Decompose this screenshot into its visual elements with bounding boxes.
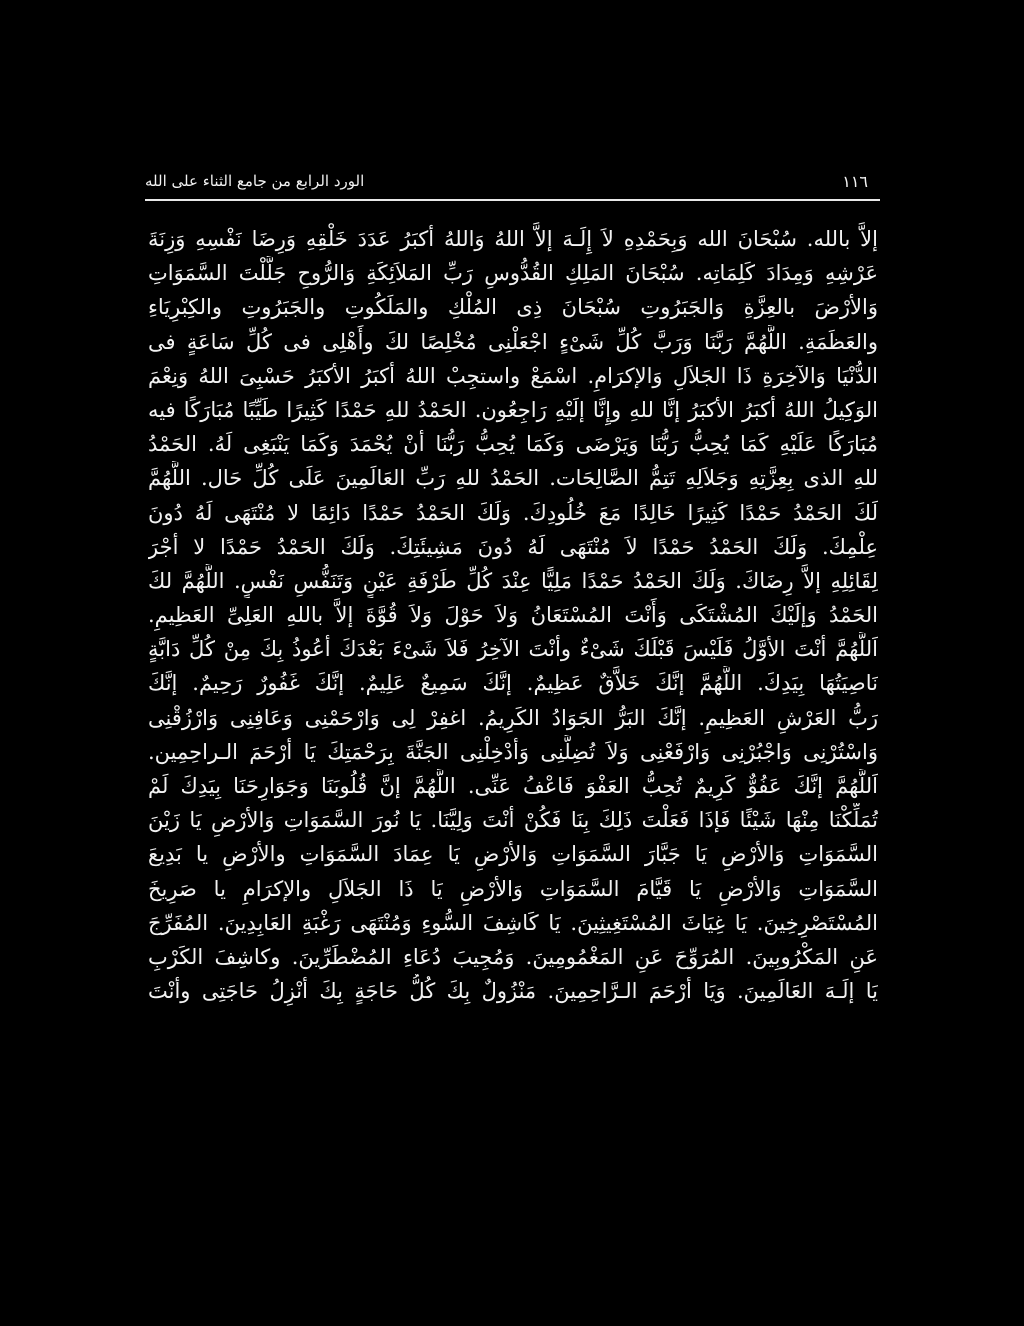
text-line: وَاسْتُرْنِى وَاجْبُرْنِى وَارْفَعْنِى وَلاَ تُضِلَّنِى وَأدْخِلْنِى الجَنَّةَ بِرَحْمَتِكَ يَا أرْحَمَ الـراحِمِين. (148, 739, 878, 764)
text-line: الحَمْدُ وَإلَيْكَ المُشْتَكَى وَأَنْتَ المُسْتَعَانُ وَلاَ حَوْلَ وَلاَ قُوَّةَ إلاَّ باللهِ العَلِىِّ العَظِيمِ. (148, 603, 878, 628)
text-line: اَللَّهُمَّ أنْتَ الأوَّلُ فَلَيْسَ قَبْلَكَ شَىْءٌ وأنْتَ الآخِرُ فَلاَ شَىْءَ بَعْدَكَ أعُوذُ بِكَ مِنْ كُلِّ دَابَّةٍ (148, 637, 878, 662)
text-line: الدُّنْيَا وَالآخِرَةِ ذَا الجَلاَلِ وَالإكرَامِ. اسْمَعْ واستجِبْ اللهُ أكبَرُ الأكبَرُ حَسْبِىَ اللهُ وَنِعْمَ (148, 363, 878, 388)
body-text (148, 222, 878, 1222)
text-line: المُسْتَصْرِخِينَ. يَا غِيَاثَ المُسْتَغِيثِينَ. يَا كَاشِفَ السُّوءِ وَمُنْتَهَى رَغْبَةِ العَابِدِينَ. المُفَرِّجَ (148, 910, 878, 935)
text-line: السَّمَوَاتِ وَالأرْضِ يَا جَبَّارَ السَّمَوَاتِ وَالأرْضِ يَا عِمَادَ السَّمَوَاتِ والأرْضِ يا بَدِيعَ (148, 842, 878, 867)
text-line: للهِ الذى بِعِزَّتِهِ وَجَلاَلِهِ تَتِمُّ الصَّالِحَات. الحَمْدُ للهِ رَبِّ العَالَمِينَ عَلَى كُلِّ حَال. اللَّهُمَّ (148, 466, 878, 491)
text-line: لَكَ الحَمْدُ حَمْدًا كَثِيرًا خَالِدًا مَعَ خُلُودِكَ. وَلَكَ الحَمْدُ حَمْدًا دَائِمًا لا مُنْتَهَى لَهُ دُونَ (148, 500, 878, 525)
text-line: السَّمَوَاتِ وَالأرْضِ يَا قَيَّامَ السَّمَوَاتِ وَالأرْضِ يَا ذَا الجَلاَلِ والإكرَامِ يا صَرِيخَ (148, 876, 878, 901)
text-line: عِلْمِكَ. وَلَكَ الحَمْدُ حَمْدًا لاَ مُنْتَهَى لَهُ دُونَ مَشِيئَتِكَ. وَلَكَ الحَمْدُ حَمْدًا لا أجْرَ (148, 534, 878, 559)
page-header (145, 168, 880, 198)
text-line: عَرْشِهِ وَمِدَادَ كَلِمَاتِه. سُبْحَانَ المَلِكِ القُدُّوسِ رَبِّ المَلاَئِكَةِ وَالرُّوحِ جَلَّلْتَ السَّمَوَاتِ (148, 261, 878, 286)
text-line: عَنِ المَكْرُوبِينَ. المُرَوِّحَ عَنِ المَغْمُومِينَ. وَمُجِيبَ دُعَاءِ المُضْطَرِّينَ. وكاشِفَ الكَرْبِ (148, 944, 878, 969)
text-line: اَللَّهُمَّ إنَّكَ عَفُوٌّ كَرِيمٌ تُحِبُّ العَفْوَ فَاعْفُ عَنِّى. اللَّهُمَّ إنَّ قُلُوبَنَا وَجَوَارِحَنَا بِيَدِكَ لَمْ (148, 774, 878, 798)
text-line: إلاَّ بالله. سُبْحَانَ الله وَبِحَمْدِهِ لاَ إِلَـهَ إلاَّ اللهُ وَاللهُ أكبَرُ عَدَدَ خَلْقِهِ وَرِضَا نَفْسِهِ وَزِنَةَ (148, 227, 878, 251)
text-line: والعَظَمَةِ. اللَّهُمَّ رَبَّنَا وَرَبَّ كُلِّ شَىْءٍ اجْعَلْنِى مُخْلِصًا لكَ وأَهْلِى فى كُلِّ سَاعَةٍ فى (148, 329, 878, 354)
text-line: الوَكِيلُ اللهُ أكبَرُ الأكبَرُ إنَّا للهِ وإِنَّا إلَيْهِ رَاجِعُون. الحَمْدُ للهِ حَمْدًا كَثِيرًا طَيِّبًا مُبَارَكًا فيه (148, 397, 878, 422)
header-rule (145, 199, 880, 201)
text-line: تُمَلِّكْنَا مِنْهَا شَيْئًا فَإذَا فَعَلْتَ ذَلِكَ بِنَا فَكُنْ أنْتَ وَلِيَّنَا. يَا نُورَ السَّمَوَاتِ وَالأرْضِ يَا زَيْنَ (148, 808, 878, 833)
text-line: مُبَارَكًا عَلَيْهِ كَمَا يُحِبُّ رَبُّنَا وَيَرْضَى وَكَمَا يُحِبُّ رَبُّنَا أنْ يُحْمَدَ وَكَمَا يَنْبَغِى لَهُ. الحَمْدُ (148, 432, 878, 457)
running-title: الورد الرابع من جامع الثناء على الله (145, 172, 365, 190)
text-line: وَالأرْضَ بالعِزَّةِ وَالجَبَرُوتِ سُبْحَانَ ذِى المُلْكِ والمَلَكُوتِ والجَبَرُوتِ والكِبْرِيَاءِ (148, 295, 878, 320)
text-line: نَاصِيَتُهَا بِيَدِكَ. اللَّهُمَّ إنَّكَ خَلاَّقٌ عَظِيمٌ. إنَّكَ سَمِيعٌ عَلِيمٌ. إنَّكَ غَفُورٌ رَحِيمٌ. إنَّكَ (148, 671, 878, 696)
text-line: رَبُّ العَرْشِ العَظِيمِ. إنَّكَ البَرُّ الجَوَادُ الكَرِيمُ. اغفِرْ لِى وَارْحَمْنِى وَعَافِنِى وَارْزُقْنِى (148, 705, 878, 730)
text-line: يَا إلَـهَ العَالَمِينَ. وَيَا أرْحَمَ الـرَّاحِمِينَ. مَنْزُولٌ بِكَ كُلُّ حَاجَةٍ بِكَ أنْزِلُ حَاجَتِى وأنْتَ (148, 979, 878, 1004)
text-line: لِقَائِلِهِ إلاَّ رِضَاكَ. وَلَكَ الحَمْدُ حَمْدًا مَلِيًّا عِنْدَ كُلِّ طَرْفَةِ عَيْنٍ وَتَنَفُّسِ نَفْسٍ. اللَّهُمَّ لكَ (148, 568, 878, 593)
page-number: ١١٦ (842, 172, 868, 191)
